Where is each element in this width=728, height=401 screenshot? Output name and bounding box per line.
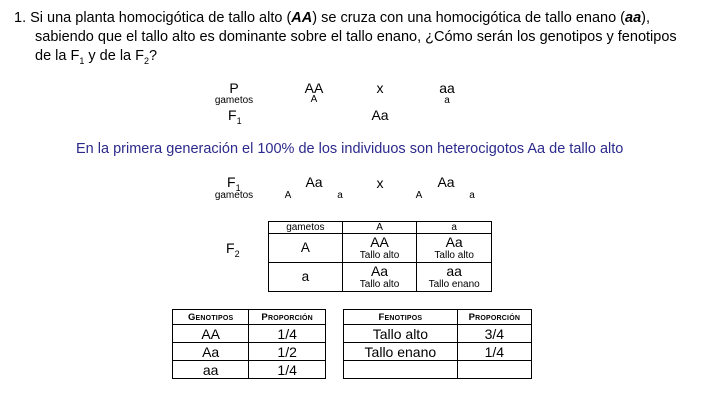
parent2-genotype: aa — [439, 80, 455, 96]
genotype-cell: Aa — [173, 343, 249, 361]
punnett-cell — [417, 234, 492, 263]
proportion-cell — [457, 361, 531, 379]
proportion-cell: 3/4 — [457, 325, 531, 343]
cell-genotype: AA — [370, 234, 389, 250]
proportion-cell: 1/2 — [249, 343, 326, 361]
phenotype-cell — [344, 361, 458, 379]
question-text — [14, 9, 714, 66]
phenotype-cell: Tallo alto — [344, 325, 458, 343]
f1-letter: F — [228, 107, 237, 123]
proportion-col-header: Proporción — [457, 310, 531, 325]
cross-symbol-2: x — [376, 175, 384, 191]
punnett-header-row — [269, 222, 492, 234]
phenotype-table — [343, 309, 532, 379]
f1-parent-label — [227, 174, 241, 193]
genotype-cell: aa — [173, 361, 249, 379]
punnett-row-1 — [269, 234, 492, 263]
genotype-table-header — [173, 310, 326, 325]
subscript: 1 — [235, 182, 241, 193]
punnett-cell — [342, 234, 417, 263]
parent1-genotype: AA — [304, 80, 324, 96]
gametes-label-2: gametos — [214, 190, 254, 201]
proportion-col-header: Proporción — [249, 310, 326, 325]
question-text-part: de la F — [35, 48, 80, 64]
cell-genotype: Aa — [370, 263, 389, 279]
gametes-label: gametos — [214, 95, 254, 106]
question-line-2: sabiendo que el tallo alto es dominante sobre el tallo enano, ¿Cómo serán los genotipos y fenotipos — [35, 29, 677, 45]
f1-parent2: Aa — [437, 174, 455, 190]
subscript: 1 — [79, 55, 85, 66]
table-row — [173, 361, 326, 379]
subscript: 2 — [144, 55, 150, 66]
phenotype-cell: Tallo enano — [344, 343, 458, 361]
punnett-square — [268, 221, 492, 292]
cell-phenotype: Tallo enano — [428, 279, 480, 290]
proportion-cell: 1/4 — [249, 361, 326, 379]
f2-label — [226, 240, 240, 259]
cell-phenotype: Tallo alto — [359, 250, 400, 261]
question-line-1 — [14, 9, 714, 28]
p-label: P — [229, 80, 239, 96]
subscript: 2 — [234, 248, 240, 259]
question-text-part: ? — [149, 48, 158, 64]
punnett-col-A: A — [342, 222, 417, 234]
gamete-A-2: A — [415, 190, 423, 201]
f1-letter: F — [227, 174, 236, 190]
gamete-a-2: a — [469, 190, 475, 201]
proportion-cell: 1/4 — [457, 343, 531, 361]
punnett-row-2 — [269, 263, 492, 292]
table-row — [344, 343, 532, 361]
f1-offspring: Aa — [371, 107, 389, 123]
cell-genotype: Aa — [445, 234, 463, 250]
question-line-3 — [14, 47, 714, 66]
question-text-part: y de la F — [84, 48, 144, 64]
conclusion-text: En la primera generación el 100% de los individuos son heterocigotos Aa de tallo alto — [76, 141, 624, 157]
genotype-AA-emphasis: AA — [291, 10, 313, 26]
subscript: 1 — [236, 115, 242, 126]
phenotype-table-header — [344, 310, 532, 325]
proportion-cell: 1/4 — [249, 325, 326, 343]
punnett-row-A: A — [269, 234, 343, 263]
gamete-a-1: a — [337, 190, 343, 201]
f1-label — [228, 107, 242, 126]
gamete-2: a — [444, 95, 450, 106]
cell-phenotype: Tallo alto — [434, 250, 474, 261]
punnett-cell — [342, 263, 417, 292]
question-text-part: Si una planta homocigótica de tallo alto ( — [30, 10, 292, 26]
punnett-col-a: a — [417, 222, 492, 234]
table-row — [173, 343, 326, 361]
f2-letter: F — [226, 240, 235, 256]
cell-genotype: aa — [446, 263, 462, 279]
f1-parent1: Aa — [305, 174, 323, 190]
genotype-cell: AA — [173, 325, 249, 343]
cell-phenotype: Tallo alto — [359, 279, 400, 290]
cross-symbol: x — [376, 80, 384, 96]
table-row — [344, 361, 532, 379]
genotype-table — [172, 309, 326, 379]
genotype-aa-emphasis: aa — [625, 10, 642, 26]
question-text-part: ) se cruza con una homocigótica de tallo enano ( — [312, 10, 625, 26]
punnett-corner: gametos — [269, 222, 343, 234]
gamete-A-1: A — [284, 190, 292, 201]
genotype-col-header: Genotipos — [173, 310, 249, 325]
punnett-row-a: a — [269, 263, 343, 292]
gamete-1: A — [310, 94, 318, 105]
phenotype-col-header: Fenotipos — [344, 310, 458, 325]
punnett-cell — [417, 263, 492, 292]
table-row — [344, 325, 532, 343]
table-row — [173, 325, 326, 343]
question-text-part: ), — [641, 10, 650, 26]
question-number: 1. — [14, 10, 27, 26]
